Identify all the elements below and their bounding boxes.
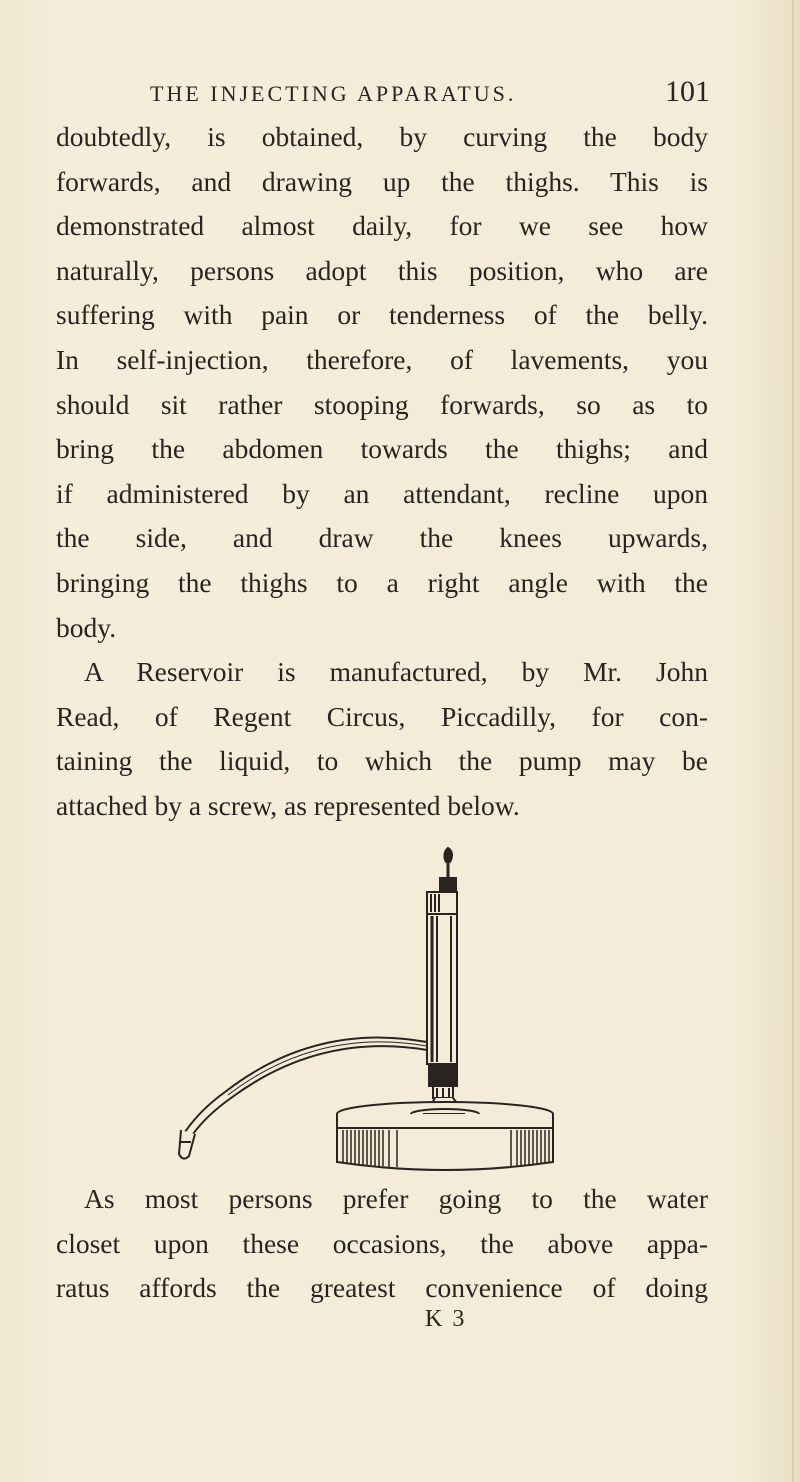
text-line: ratus affords the greatest convenience of doing (56, 1272, 708, 1304)
text-line: if administered by an attendant, recline upon (56, 477, 708, 509)
text-line: bringing the thighs to a right angle with the (56, 566, 708, 598)
running-head (150, 75, 710, 115)
reservoir-illustration (165, 842, 555, 1174)
text-line: In self-injection, therefore, of lavements, you (56, 343, 708, 375)
text-line: body. (56, 611, 117, 643)
text-line: bring the abdomen towards the thighs; and (56, 433, 708, 465)
running-title: THE INJECTING APPARATUS. (150, 81, 517, 106)
text-line: forwards, and drawing up the thighs. This is (56, 165, 708, 197)
text-line: attached by a screw, as represented below. (56, 789, 520, 821)
text-line: doubtedly, is obtained, by curving the body (56, 121, 708, 152)
text-line: should sit rather stooping forwards, so as to (56, 388, 708, 420)
body-text-lower (56, 1177, 708, 1311)
text-line: taining the liquid, to which the pump may be (56, 745, 708, 777)
text-line: suffering with pain or tenderness of the belly. (56, 299, 708, 331)
text-line: the side, and draw the knees upwards, (56, 522, 708, 554)
text-line: Read, of Regent Circus, Piccadilly, for con- (56, 700, 708, 732)
text-line: demonstrated almost daily, for we see how (56, 210, 708, 242)
body-text-upper (56, 115, 708, 829)
text-line: As most persons prefer going to the water (84, 1183, 708, 1214)
page-number: 101 (665, 75, 710, 108)
signature-mark: K 3 (425, 1306, 467, 1332)
text-line: A Reservoir is manufactured, by Mr. John (84, 656, 708, 688)
page-edge (792, 0, 794, 1482)
text-line: naturally, persons adopt this position, who are (56, 254, 708, 286)
text-line: closet upon these occasions, the above appa- (56, 1227, 708, 1259)
